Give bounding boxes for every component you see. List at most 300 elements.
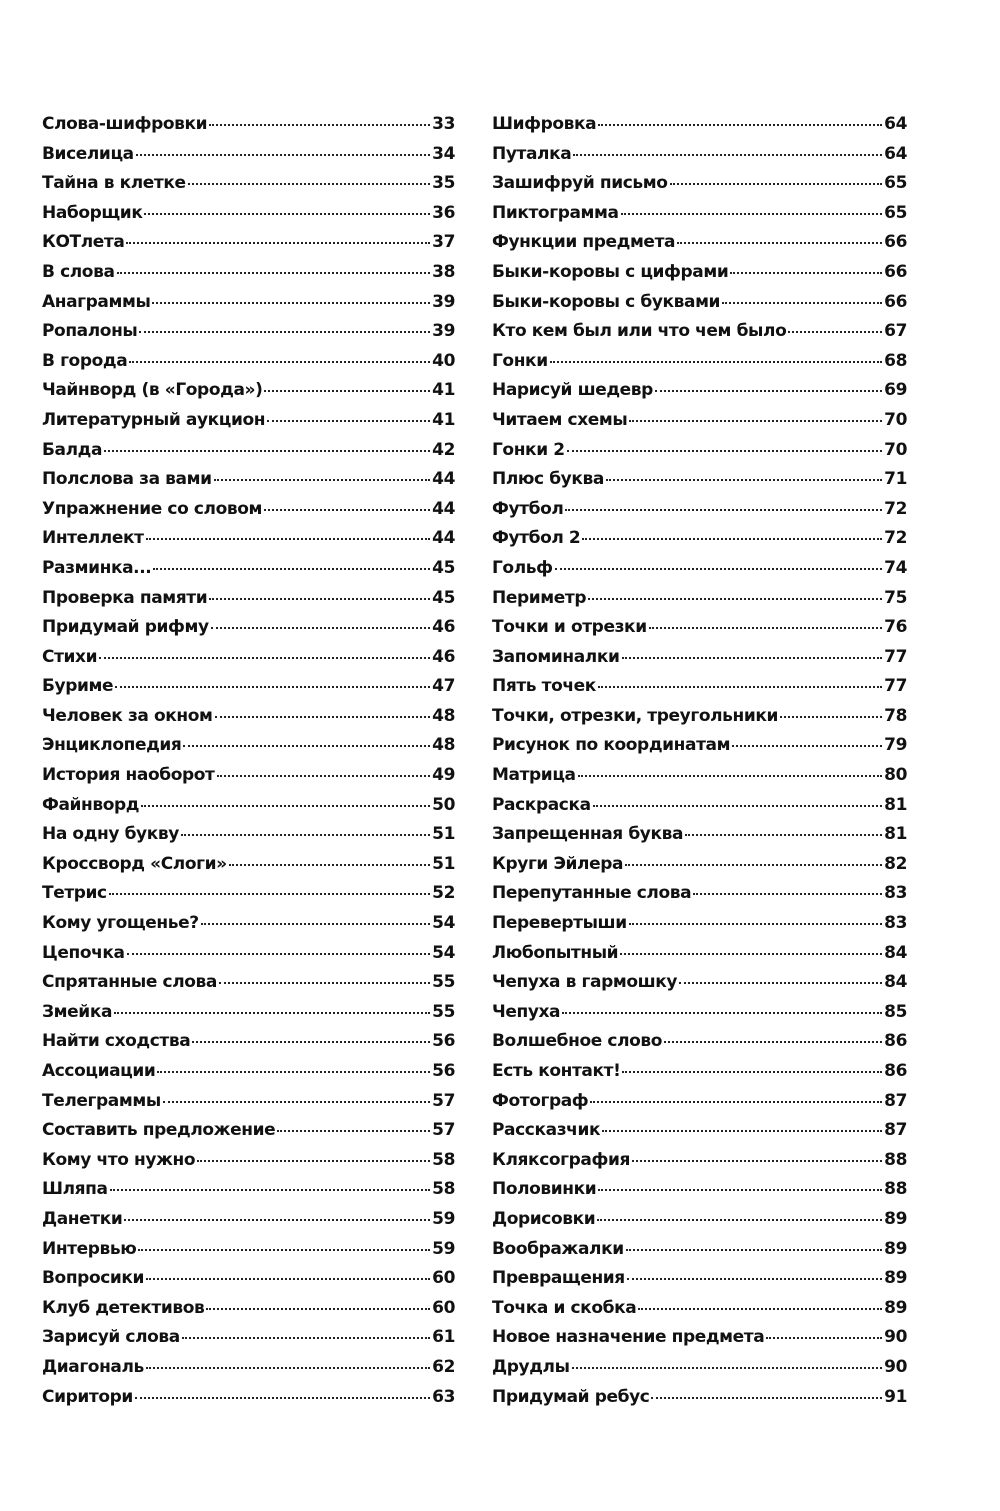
toc-entry-title: Анаграммы [42, 291, 151, 312]
toc-entry-page-number: 62 [432, 1356, 455, 1377]
toc-entry-page-number: 66 [884, 232, 907, 253]
toc-entry-page-number: 89 [884, 1238, 907, 1259]
toc-entry-page-number: 45 [432, 557, 455, 578]
toc-entry [42, 351, 455, 381]
toc-entry [492, 1268, 907, 1298]
toc-entry-title: Друдлы [492, 1356, 570, 1377]
toc-entry-page-number: 89 [884, 1297, 907, 1318]
toc-entry-page-number: 69 [884, 380, 907, 401]
toc-entry-title: Стихи [42, 646, 98, 667]
toc-entry [492, 647, 907, 677]
dot-leader [670, 183, 883, 185]
dot-leader [606, 479, 882, 481]
toc-entry-page-number: 54 [432, 913, 455, 934]
dot-leader [146, 538, 431, 540]
toc-entry [492, 380, 907, 410]
toc-entry-page-number: 46 [432, 646, 455, 667]
dot-leader [181, 834, 430, 836]
toc-entry-title: Нарисуй шедевр [492, 380, 653, 401]
toc-entry-page-number: 72 [884, 528, 907, 549]
toc-entry [492, 173, 907, 203]
dot-leader [277, 1130, 430, 1132]
dot-leader [573, 154, 882, 156]
toc-entry-title: Фотограф [492, 1090, 589, 1111]
toc-entry [492, 440, 907, 470]
toc-entry-page-number: 72 [884, 498, 907, 519]
toc-entry [492, 1120, 907, 1150]
dot-leader [788, 331, 882, 333]
toc-entry-page-number: 33 [432, 114, 455, 134]
toc-entry-page-number: 34 [432, 143, 455, 164]
dot-leader [163, 1101, 430, 1103]
dot-leader [219, 982, 430, 984]
toc-entry-page-number: 52 [432, 883, 455, 904]
toc-entry-title: Гонки 2 [492, 439, 565, 460]
toc-entry [492, 558, 907, 588]
toc-entry-title: Зарисуй слова [42, 1327, 180, 1348]
toc-entry-title: Круги Эйлера [492, 853, 624, 874]
toc-entry-page-number: 87 [884, 1090, 907, 1111]
toc-entry-title: Наборщик [42, 202, 143, 223]
toc-entry-page-number: 46 [432, 617, 455, 638]
toc-entry-page-number: 83 [884, 883, 907, 904]
dot-leader [582, 538, 882, 540]
toc-entry-page-number: 84 [884, 942, 907, 963]
toc-entry-title: Разминка... [42, 557, 152, 578]
toc-entry-page-number: 57 [432, 1120, 455, 1141]
dot-leader [602, 1130, 882, 1132]
dot-leader [655, 390, 882, 392]
toc-entry [492, 943, 907, 973]
dot-leader [590, 1101, 882, 1103]
dot-leader [127, 953, 431, 955]
toc-entry [42, 647, 455, 677]
dot-leader [550, 361, 882, 363]
toc-entry-title: Упражнение со словом [42, 498, 263, 519]
dot-leader [780, 716, 882, 718]
toc-entry [42, 943, 455, 973]
toc-entry-page-number: 65 [884, 202, 907, 223]
toc-entry [42, 1120, 455, 1150]
toc-entry-page-number: 56 [432, 1031, 455, 1052]
dot-leader [693, 893, 882, 895]
toc-entry-page-number: 66 [884, 291, 907, 312]
dot-leader [229, 864, 430, 866]
toc-entry [42, 1327, 455, 1357]
toc-entry-page-number: 88 [884, 1149, 907, 1170]
toc-entry-title: Ропалоны [42, 321, 138, 342]
dot-leader [766, 1337, 882, 1339]
toc-entry-title: Кроссворд «Слоги» [42, 853, 227, 874]
toc-entry [42, 735, 455, 765]
toc-entry-title: Точка и скобка [492, 1297, 637, 1318]
toc-entry-title: Человек за окном [42, 705, 213, 726]
toc-entry-page-number: 77 [884, 646, 907, 667]
toc-entry-title: Данетки [42, 1208, 123, 1229]
toc-entry-page-number: 90 [884, 1356, 907, 1377]
toc-entry-page-number: 85 [884, 1001, 907, 1022]
toc-entry [42, 1091, 455, 1121]
toc-entry-page-number: 64 [884, 143, 907, 164]
toc-entry-title: Сиритори [42, 1386, 133, 1407]
toc-entry [492, 232, 907, 262]
toc-entry [42, 1179, 455, 1209]
toc-entry-page-number: 80 [884, 765, 907, 786]
dot-leader [664, 1041, 882, 1043]
dot-leader [264, 509, 430, 511]
toc-entry [492, 499, 907, 529]
toc-entry-title: Плюс буква [492, 469, 604, 490]
toc-entry [42, 1387, 455, 1417]
toc-entry [492, 735, 907, 765]
dot-leader [135, 1397, 430, 1399]
toc-entry-page-number: 83 [884, 913, 907, 934]
dot-leader [598, 686, 882, 688]
dot-leader [621, 213, 883, 215]
dot-leader [146, 1367, 430, 1369]
toc-entry-title: На одну букву [42, 824, 179, 845]
toc-entry-page-number: 39 [432, 321, 455, 342]
dot-leader [555, 568, 883, 570]
toc-column-left [42, 114, 455, 1416]
toc-entry [42, 883, 455, 913]
toc-entry [492, 528, 907, 558]
toc-entry [492, 1357, 907, 1387]
toc-entry-title: Дорисовки [492, 1208, 596, 1229]
toc-entry-page-number: 86 [884, 1061, 907, 1081]
dot-leader [562, 1012, 882, 1014]
dot-leader [730, 272, 882, 274]
toc-entry [42, 588, 455, 618]
toc-entry [492, 410, 907, 440]
toc-entry-page-number: 50 [432, 794, 455, 815]
toc-entry [492, 795, 907, 825]
dot-leader [629, 420, 882, 422]
toc-entry-title: Кляксография [492, 1149, 630, 1170]
dot-leader [567, 450, 882, 452]
toc-entry [492, 292, 907, 322]
toc-entry [42, 676, 455, 706]
dot-leader [572, 1367, 883, 1369]
toc-entry [42, 292, 455, 322]
toc-entry-title: Полслова за вами [42, 469, 212, 490]
toc-entry-page-number: 41 [432, 380, 455, 401]
toc-entry-title: Превращения [492, 1268, 625, 1289]
toc-entry [42, 913, 455, 943]
toc-entry-page-number: 89 [884, 1268, 907, 1289]
toc-entry-title: Чайнворд (в «Города») [42, 380, 263, 401]
toc-entry-title: Перепутанные слова [492, 883, 692, 904]
dot-leader [649, 627, 882, 629]
dot-leader [99, 657, 430, 659]
dot-leader [638, 1308, 882, 1310]
toc-entry-title: Литературный аукцион [42, 409, 266, 430]
toc-entry [42, 1002, 455, 1032]
dot-leader [625, 864, 882, 866]
toc-entry [492, 1179, 907, 1209]
toc-entry-page-number: 41 [432, 409, 455, 430]
toc-entry-title: В слова [42, 261, 115, 282]
toc-entry [42, 765, 455, 795]
toc-entry-page-number: 64 [884, 114, 907, 134]
toc-entry-page-number: 58 [432, 1179, 455, 1200]
toc-entry [492, 1298, 907, 1328]
toc-entry-title: Путалка [492, 143, 572, 164]
toc-entry [42, 1031, 455, 1061]
toc-entry-title: Точки и отрезки [492, 617, 647, 638]
toc-entry-page-number: 51 [432, 824, 455, 845]
toc-entry-title: Пять точек [492, 676, 596, 697]
dot-leader [126, 242, 430, 244]
dot-leader [209, 124, 430, 126]
dot-leader [685, 834, 882, 836]
toc-entry-title: Виселица [42, 143, 134, 164]
toc-entry [492, 1002, 907, 1032]
toc-entry-title: Ассоциации [42, 1061, 156, 1081]
dot-leader [153, 568, 430, 570]
toc-entry-title: Половинки [492, 1179, 597, 1200]
toc-entry-page-number: 39 [432, 291, 455, 312]
toc-entry [492, 706, 907, 736]
toc-entry-page-number: 57 [432, 1090, 455, 1111]
dot-leader [141, 805, 430, 807]
toc-entry-page-number: 59 [432, 1208, 455, 1229]
dot-leader [182, 1337, 430, 1339]
toc-entry-page-number: 81 [884, 824, 907, 845]
toc-entry [42, 1268, 455, 1298]
toc-entry [492, 144, 907, 174]
dot-leader [565, 509, 882, 511]
toc-entry-title: Точки, отрезки, треугольники [492, 705, 779, 726]
toc-entry-title: Зашифруй письмо [492, 173, 668, 194]
dot-leader [597, 1219, 882, 1221]
toc-entry-page-number: 75 [884, 587, 907, 608]
dot-leader [115, 686, 430, 688]
dot-leader [197, 1160, 430, 1162]
toc-entry [42, 203, 455, 233]
toc-entry [492, 1150, 907, 1180]
toc-entry [42, 617, 455, 647]
toc-entry-title: Тетрис [42, 883, 107, 904]
toc-entry-page-number: 66 [884, 261, 907, 282]
toc-entry-page-number: 89 [884, 1208, 907, 1229]
toc-entry-page-number: 78 [884, 705, 907, 726]
toc-entry-page-number: 58 [432, 1149, 455, 1170]
toc-entry-title: Кому что нужно [42, 1149, 196, 1170]
toc-entry-title: Запрещенная буква [492, 824, 684, 845]
dot-leader [732, 745, 882, 747]
dot-leader [598, 124, 882, 126]
toc-entry-title: Змейка [42, 1001, 113, 1022]
dot-leader [146, 1278, 430, 1280]
toc-entry-page-number: 86 [884, 1031, 907, 1052]
toc-entry-page-number: 65 [884, 173, 907, 194]
toc-entry [42, 321, 455, 351]
toc-entry [492, 824, 907, 854]
toc-entry-page-number: 51 [432, 853, 455, 874]
toc-entry [492, 913, 907, 943]
toc-entry-title: Кто кем был или что чем было [492, 321, 787, 342]
toc-entry-title: Спрятанные слова [42, 972, 217, 993]
dot-leader [217, 775, 431, 777]
toc-entry [492, 1091, 907, 1121]
toc-entry-title: Гонки [492, 350, 548, 371]
dot-leader [183, 745, 430, 747]
toc-entry-page-number: 77 [884, 676, 907, 697]
toc-entry-title: Чепуха [492, 1001, 561, 1022]
toc-entry-page-number: 37 [432, 232, 455, 253]
dot-leader [110, 1189, 431, 1191]
toc-entry-title: Буриме [42, 676, 114, 697]
toc-entry-page-number: 84 [884, 972, 907, 993]
toc-entry [42, 1239, 455, 1269]
dot-leader [201, 923, 430, 925]
toc-entry-title: Есть контакт! [492, 1061, 621, 1081]
toc-entry-title: Шифровка [492, 114, 597, 134]
toc-entry [42, 795, 455, 825]
toc-entry-title: Проверка памяти [42, 587, 208, 608]
dot-leader [677, 242, 882, 244]
toc-entry-title: Периметр [492, 587, 587, 608]
toc-entry-title: Футбол 2 [492, 528, 581, 549]
toc-entry-title: Пиктограмма [492, 202, 619, 223]
toc-entry-page-number: 44 [432, 498, 455, 519]
dot-leader [138, 1249, 430, 1251]
toc-entry [42, 469, 455, 499]
toc-entry [492, 883, 907, 913]
toc-entry [492, 469, 907, 499]
dot-leader [117, 272, 431, 274]
toc-entry-title: Интервью [42, 1238, 137, 1259]
dot-leader [109, 893, 430, 895]
toc-entry-page-number: 40 [432, 350, 455, 371]
toc-entry-page-number: 35 [432, 173, 455, 194]
toc-entry-page-number: 55 [432, 1001, 455, 1022]
toc-entry [492, 203, 907, 233]
dot-leader [129, 361, 430, 363]
toc-column-right [492, 114, 907, 1416]
toc-entry-title: Придумай ребус [492, 1386, 650, 1407]
dot-leader [209, 598, 430, 600]
dot-leader [593, 805, 882, 807]
toc-entry-title: КОТлета [42, 232, 125, 253]
dot-leader [114, 1012, 430, 1014]
dot-leader [622, 657, 883, 659]
toc-entry-page-number: 54 [432, 942, 455, 963]
toc-entry [42, 1209, 455, 1239]
dot-leader [211, 627, 430, 629]
toc-entry-page-number: 76 [884, 617, 907, 638]
toc-entry [42, 262, 455, 292]
toc-entry [492, 588, 907, 618]
toc-entry [42, 1061, 455, 1091]
toc-entry [42, 854, 455, 884]
toc-entry-title: Гольф [492, 557, 553, 578]
toc-entry-page-number: 71 [884, 469, 907, 490]
dot-leader [136, 154, 430, 156]
toc-entry [492, 765, 907, 795]
toc-entry [492, 114, 907, 144]
toc-entry-title: Найти сходства [42, 1031, 191, 1052]
dot-leader [588, 598, 882, 600]
dot-leader [722, 302, 882, 304]
toc-entry-title: Матрица [492, 765, 576, 786]
dot-leader [152, 302, 430, 304]
toc-entry-page-number: 88 [884, 1179, 907, 1200]
toc-entry-page-number: 44 [432, 469, 455, 490]
toc-entry [42, 706, 455, 736]
toc-entry [42, 528, 455, 558]
toc-entry-title: В города [42, 350, 128, 371]
dot-leader [139, 331, 430, 333]
toc-entry [492, 1387, 907, 1417]
toc-entry [42, 1298, 455, 1328]
toc-entry-page-number: 81 [884, 794, 907, 815]
dot-leader [598, 1189, 882, 1191]
dot-leader [104, 450, 430, 452]
toc-entry [492, 676, 907, 706]
toc-entry-title: Слова-шифровки [42, 114, 208, 134]
toc-entry-page-number: 36 [432, 202, 455, 223]
toc-entry-page-number: 63 [432, 1386, 455, 1407]
dot-leader [214, 479, 431, 481]
toc-entry-page-number: 44 [432, 528, 455, 549]
toc-entry-page-number: 61 [432, 1327, 455, 1348]
toc-entry-page-number: 74 [884, 557, 907, 578]
toc-entry [42, 440, 455, 470]
dot-leader [144, 213, 430, 215]
toc-entry-page-number: 70 [884, 409, 907, 430]
toc-entry-title: Футбол [492, 498, 564, 519]
toc-entry-page-number: 38 [432, 261, 455, 282]
dot-leader [620, 953, 882, 955]
toc-entry [492, 351, 907, 381]
toc-entry [42, 114, 455, 144]
dot-leader [627, 1278, 882, 1280]
toc-entry-title: Кому угощенье? [42, 913, 199, 934]
toc-entry [492, 262, 907, 292]
toc-entry-page-number: 60 [432, 1297, 455, 1318]
dot-leader [629, 923, 882, 925]
toc-entry-title: Рассказчик [492, 1120, 601, 1141]
toc-entry-page-number: 49 [432, 765, 455, 786]
toc-entry-title: Файнворд [42, 794, 140, 815]
toc-entry [42, 1150, 455, 1180]
toc-entry [492, 1327, 907, 1357]
toc-entry-title: Быки-коровы с буквами [492, 291, 721, 312]
toc-entry-page-number: 56 [432, 1061, 455, 1081]
toc-entry-page-number: 42 [432, 439, 455, 460]
toc-entry-title: История наоборот [42, 765, 215, 786]
toc-entry-title: Балда [42, 439, 103, 460]
toc-entry-page-number: 70 [884, 439, 907, 460]
toc-entry-title: Функции предмета [492, 232, 676, 253]
toc-entry-title: Волшебное слово [492, 1031, 663, 1052]
dot-leader [632, 1160, 882, 1162]
toc-entry [42, 410, 455, 440]
toc-entry-title: Раскраска [492, 794, 591, 815]
toc-entry-page-number: 48 [432, 705, 455, 726]
toc-entry-title: Чепуха в гармошку [492, 972, 678, 993]
toc-entry-title: Рисунок по координатам [492, 735, 731, 756]
toc-entry-title: Придумай рифму [42, 617, 209, 638]
toc-entry [42, 499, 455, 529]
toc-entry-title: Читаем схемы [492, 409, 628, 430]
toc-entry [42, 144, 455, 174]
toc-entry-page-number: 48 [432, 735, 455, 756]
toc-entry-page-number: 67 [884, 321, 907, 342]
toc-entry [492, 617, 907, 647]
